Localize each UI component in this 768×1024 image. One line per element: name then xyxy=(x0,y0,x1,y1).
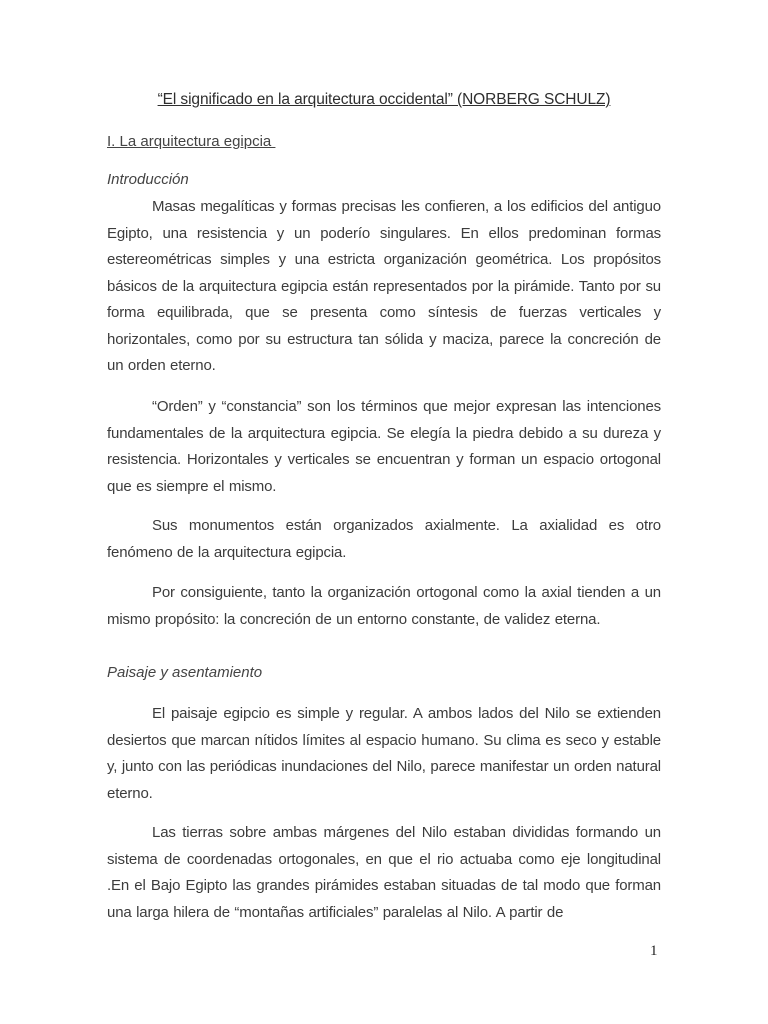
subheading-paisaje: Paisaje y asentamiento xyxy=(107,664,263,681)
subheading-introduccion: Introducción xyxy=(107,171,189,188)
section-heading: I. La arquitectura egipcia xyxy=(107,133,276,150)
paragraph-intro-1: Masas megalíticas y formas precisas les confieren, a los edificios del antiguo Egipto, una resistencia y un poderío singulares. En ellos predominan formas estereométricas simples y una estricta organización geométrica. Los propósitos básicos de la arquitectura egipcia están representados por la pirámide. Tanto por su forma equilibrada, que se presenta como síntesis de fuerzas verticales y horizontales, como por su estructura tan sólida y maciza, parece la concreción de un orden eterno. xyxy=(107,198,661,374)
paragraph-intro-3: Sus monumentos están organizados axialmente. La axialidad es otro fenómeno de la arquitectura egipcia. xyxy=(107,517,661,561)
paragraph-intro-2: “Orden” y “constancia” son los términos que mejor expresan las intenciones fundamentales de la arquitectura egipcia. Se elegía la piedra debido a su dureza y resistencia. Horizontales y verticales se encuentran y forman un espacio ortogonal que es siempre el mismo. xyxy=(107,398,661,495)
paragraph-landscape-2: Las tierras sobre ambas márgenes del Nilo estaban divididas formando un sistema de coordenadas ortogonales, en que el rio actuaba como eje longitudinal .En el Bajo Egipto las grandes pirámides estaban situadas de tal modo que forman una larga hilera de “montañas artificiales” paralelas al Nilo. A partir de xyxy=(107,824,661,921)
paragraph-intro-4: Por consiguiente, tanto la organización ortogonal como la axial tienden a un mismo propósito: la concreción de un entorno constante, de validez eterna. xyxy=(107,584,661,628)
page-number: 1 xyxy=(650,943,658,959)
paragraph-landscape-1: El paisaje egipcio es simple y regular. A ambos lados del Nilo se extienden desiertos que marcan nítidos límites al espacio humano. Su clima es seco y estable y, junto con las periódicas inundaciones del Nilo, parece manifestar un orden natural eterno. xyxy=(107,705,661,802)
document-title: “El significado en la arquitectura occidental” (NORBERG SCHULZ) xyxy=(157,91,611,108)
